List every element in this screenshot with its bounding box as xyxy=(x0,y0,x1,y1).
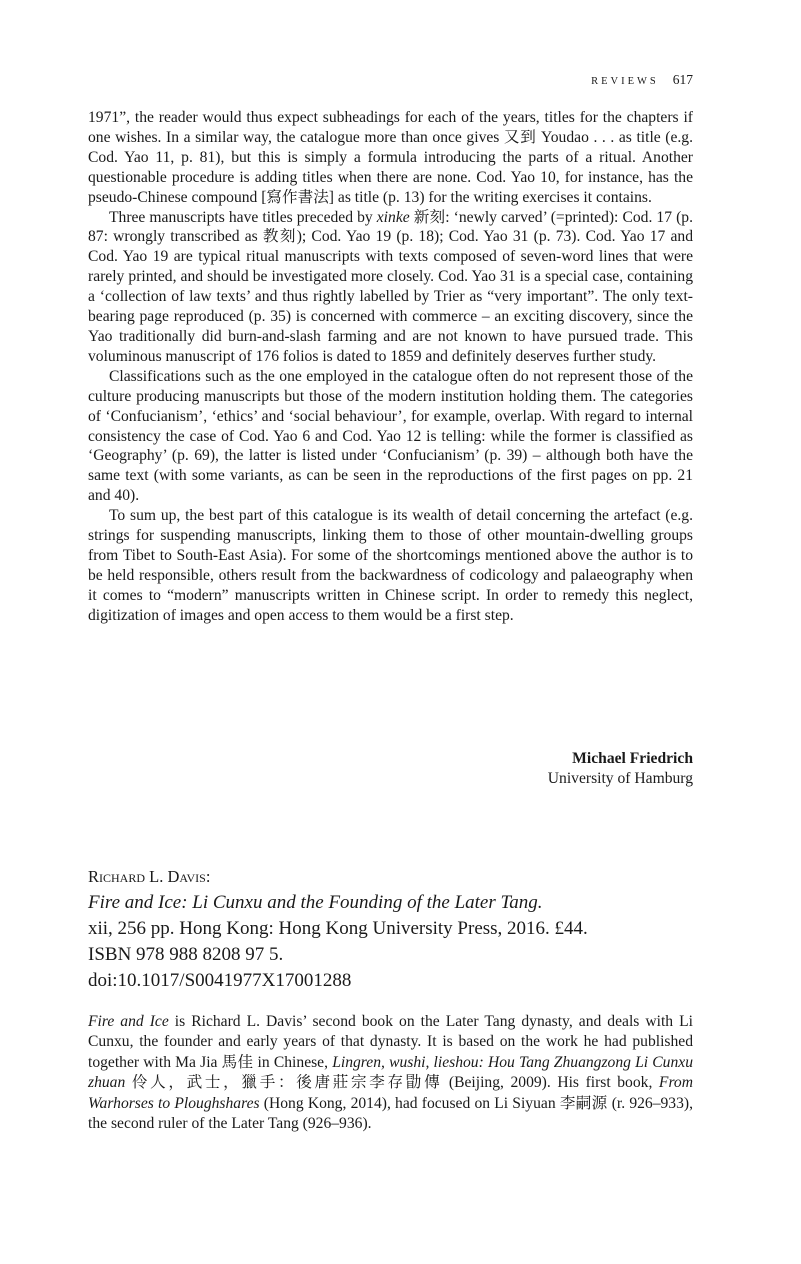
italic-title: From Warhorses to Ploughshares xyxy=(88,1074,693,1112)
page-number: 617 xyxy=(672,72,693,87)
paragraph xyxy=(88,1012,693,1134)
reviewer-signature xyxy=(88,749,693,789)
text-run: Three manuscripts have titles preceded by xyxy=(109,208,377,226)
new-review-body xyxy=(88,1012,693,1134)
italic-title: Lingren, wushi, lieshou: Hou Tang Zhuangzong Li Cunxu zhuan xyxy=(88,1053,693,1092)
book-author: Richard L. Davis: xyxy=(88,867,211,886)
paragraph: To sum up, the best part of this catalogue is its wealth of detail concerning the artefact (e.g. strings for suspending manuscripts, linking them to those of other mountain-dwelling groups from Tibet to South-East Asia). For some of the shortcomings mentioned above the author is to be held responsible, others result from the backwardness of codicology and palaeography when it comes to “modern” manuscripts written in Chinese script. In order to remedy this neglect, digitization of images and open access to them would be a first step. xyxy=(88,507,693,624)
book-title: Fire and Ice: Li Cunxu and the Founding of the Later Tang. xyxy=(88,892,543,913)
running-head xyxy=(591,72,693,88)
book-publication: xii, 256 pp. Hong Kong: Hong Kong University Press, 2016. £44. xyxy=(88,918,588,939)
book-doi: doi:10.1017/S0041977X17001288 xyxy=(88,970,352,991)
previous-review-body xyxy=(88,108,693,626)
text-run: 伶人，武士，獵手：後唐莊宗李存勖傳 (Beijing, 2009). His first book, xyxy=(125,1074,659,1092)
italic-title: Fire and Ice xyxy=(88,1013,169,1030)
running-head-section: REVIEWS xyxy=(591,76,659,87)
italic-term: xinke xyxy=(376,208,410,226)
reviewer-affiliation: University of Hamburg xyxy=(547,770,693,787)
paragraph xyxy=(88,208,693,367)
text-run: is Richard L. Davis’ second book on the Later Tang dynasty, and deals with Li Cunxu, the founder and early years of that dynasty. It is based on the work he had published together with Ma Jia 馬佳 in Chinese, xyxy=(88,1013,693,1071)
reviewer-name: Michael Friedrich xyxy=(572,750,693,767)
paragraph: Classifications such as the one employed in the catalogue often do not represent those of the culture producing manuscripts but those of the modern institution holding them. The categories of ‘Confucianism’, ‘ethics’ and ‘social behaviour’, for example, overlap. With regard to internal consistency the case of Cod. Yao 6 and Cod. Yao 12 is telling: while the former is classified as ‘Geography’ (p. 69), the latter is listed under ‘Confucianism’ (p. 39) – although both have the same text (with some variants, as can be seen in the reproductions of the first pages on pp. 21 and 40). xyxy=(88,367,693,505)
book-isbn: ISBN 978 988 8208 97 5. xyxy=(88,944,284,965)
text-run: 新刻: ‘newly carved’ (=printed): Cod. 17 (p. 87: wrongly transcribed as 教刻); Cod. Yao 19 (p. 18); Cod. Yao 31 (p. 73). Cod. Yao 17 and Cod. Yao 19 are typical ritual manuscripts with texts composed of seven-word lines that were rarely printed, and should be investigated more closely. Cod. Yao 31 is a special case, containing a ‘collection of law texts’ and thus rightly labelled by Trier as “very important”. The only text-bearing page reproduced (p. 35) is concerned with commerce – an exciting discovery, since the Yao traditionally did burn-and-slash farming and are not known to have pursued trade. This voluminous manuscript of 176 folios is dated to 1859 and definitely deserves further study. xyxy=(88,208,693,365)
text-run: (Hong Kong, 2014), had focused on Li Siyuan 李嗣源 (r. 926–933), the second ruler of the Later Tang (926–936). xyxy=(88,1094,693,1133)
paragraph: 1971”, the reader would thus expect subheadings for each of the years, titles for the chapters if one wishes. In a similar way, the catalogue more than once gives 又到 Youdao . . . as title (e.g. Cod. Yao 11, p. 81), but this is simply a formula introducing the parts of a ritual. Another questionable procedure is adding titles when there are none. Cod. Yao 10, for instance, has the pseudo-Chinese compound [寫作書法] as title (p. 13) for the writing exercises it contains. xyxy=(88,109,693,206)
book-citation xyxy=(88,866,693,994)
